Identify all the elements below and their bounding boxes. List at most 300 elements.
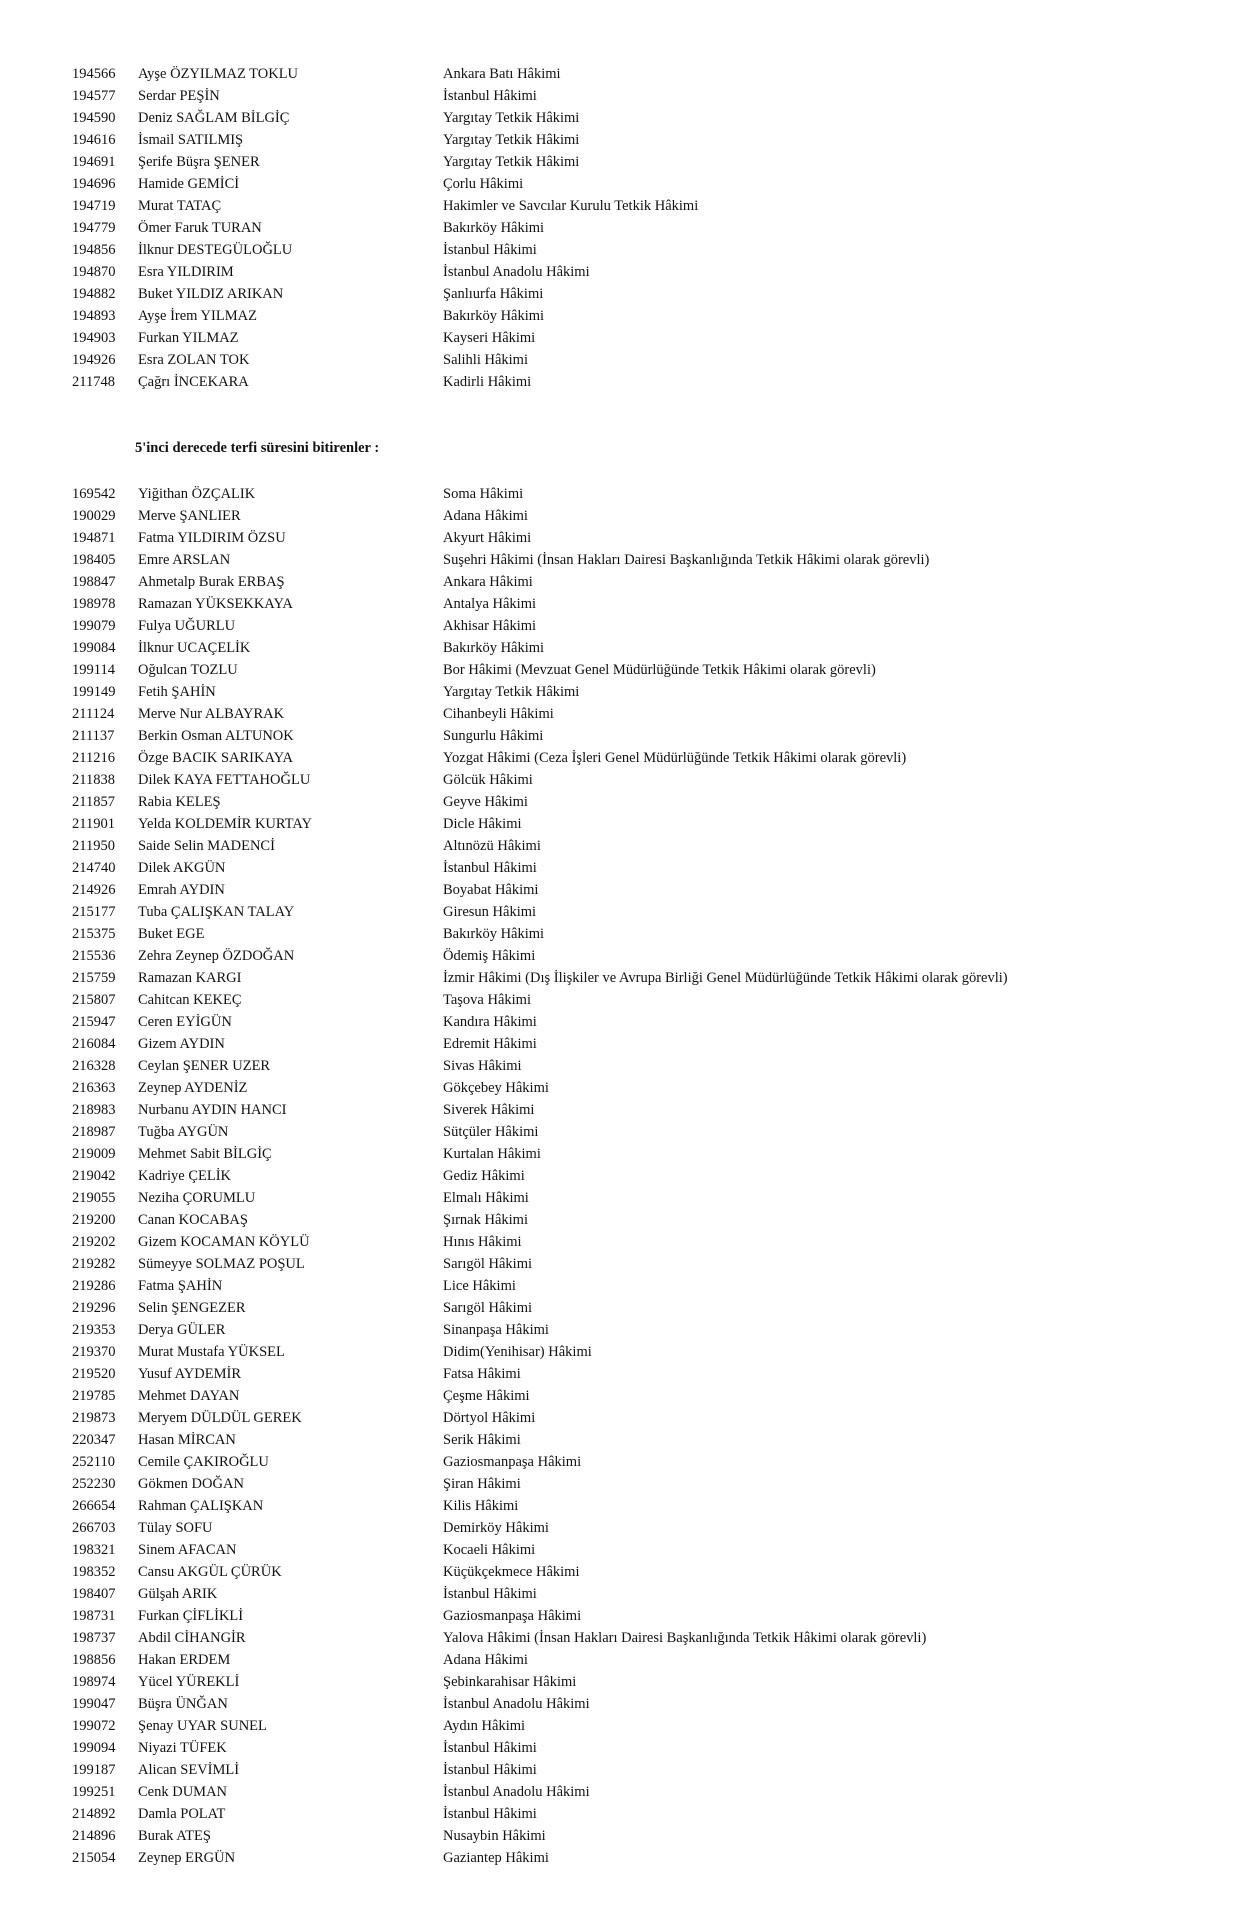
person-name: Fatma YILDIRIM ÖZSU	[138, 530, 286, 546]
person-name: Zehra Zeynep ÖZDOĞAN	[138, 948, 295, 964]
position-title: Dörtyol Hâkimi	[443, 1410, 536, 1426]
person-name: Hakan ERDEM	[138, 1652, 231, 1668]
person-name: Murat Mustafa YÜKSEL	[138, 1344, 285, 1360]
registry-number: 194856	[72, 242, 116, 258]
registry-number: 252110	[72, 1454, 115, 1470]
registry-number: 211950	[72, 838, 115, 854]
registry-number: 198321	[72, 1542, 116, 1558]
person-name: Mehmet Sabit BİLGİÇ	[138, 1146, 272, 1162]
position-title: Yozgat Hâkimi (Ceza İşleri Genel Müdürlüğünde Tetkik Hâkimi olarak görevli)	[443, 750, 907, 766]
list-row	[0, 1693, 1252, 1715]
list-row	[0, 879, 1252, 901]
list-row	[0, 505, 1252, 527]
position-title: Yargıtay Tetkik Hâkimi	[443, 132, 580, 148]
list-row	[0, 1319, 1252, 1341]
list-row	[0, 571, 1252, 593]
person-name: Ceylan ŞENER UZER	[138, 1058, 271, 1074]
list-row	[0, 527, 1252, 549]
position-title: Aydın Hâkimi	[443, 1718, 526, 1734]
registry-number: 199114	[72, 662, 115, 678]
position-title: Sütçüler Hâkimi	[443, 1124, 539, 1140]
person-name: Selin ŞENGEZER	[138, 1300, 246, 1316]
position-title: İzmir Hâkimi (Dış İlişkiler ve Avrupa Birliği Genel Müdürlüğünde Tetkik Hâkimi olarak görevli)	[443, 970, 1008, 986]
list-row	[0, 659, 1252, 681]
position-title: Adana Hâkimi	[443, 508, 528, 524]
position-title: Salihli Hâkimi	[443, 352, 528, 368]
position-title: Kadirli Hâkimi	[443, 374, 532, 390]
registry-number: 215947	[72, 1014, 116, 1030]
person-name: Ömer Faruk TURAN	[138, 220, 262, 236]
registry-number: 198405	[72, 552, 116, 568]
registry-number: 194719	[72, 198, 116, 214]
person-name: Serdar PEŞİN	[138, 88, 220, 104]
registry-number: 219055	[72, 1190, 116, 1206]
person-name: Hamide GEMİCİ	[138, 176, 240, 192]
registry-number: 216084	[72, 1036, 116, 1052]
person-name: Fulya UĞURLU	[138, 618, 236, 634]
person-name: Kadriye ÇELİK	[138, 1168, 232, 1184]
list-row	[0, 1275, 1252, 1297]
list-row	[0, 923, 1252, 945]
person-name: İlknur UCAÇELİK	[138, 640, 251, 656]
list-row	[0, 195, 1252, 217]
person-name: Tuba ÇALIŞKAN TALAY	[138, 904, 295, 920]
registry-number: 219873	[72, 1410, 116, 1426]
person-name: Rabia KELEŞ	[138, 794, 221, 810]
list-row	[0, 261, 1252, 283]
position-title: Nusaybin Hâkimi	[443, 1828, 546, 1844]
person-name: Gizem AYDIN	[138, 1036, 225, 1052]
list-row	[0, 901, 1252, 923]
position-title: Kocaeli Hâkimi	[443, 1542, 536, 1558]
registry-number: 194871	[72, 530, 116, 546]
position-title: Bakırköy Hâkimi	[443, 308, 545, 324]
registry-number: 211124	[72, 706, 115, 722]
person-name: Saide Selin MADENCİ	[138, 838, 275, 854]
position-title: Giresun Hâkimi	[443, 904, 537, 920]
registry-number: 194882	[72, 286, 116, 302]
person-name: Buket YILDIZ ARIKAN	[138, 286, 284, 302]
list-row	[0, 681, 1252, 703]
person-name: Dilek KAYA FETTAHOĞLU	[138, 772, 311, 788]
person-name: Büşra ÜNĞAN	[138, 1696, 228, 1712]
person-name: Çağrı İNCEKARA	[138, 374, 249, 390]
registry-number: 215375	[72, 926, 116, 942]
person-name: Emrah AYDIN	[138, 882, 225, 898]
list-row	[0, 1231, 1252, 1253]
person-name: Emre ARSLAN	[138, 552, 231, 568]
registry-number: 169542	[72, 486, 116, 502]
position-title: Yargıtay Tetkik Hâkimi	[443, 684, 580, 700]
list-row	[0, 1781, 1252, 1803]
position-title: Ankara Batı Hâkimi	[443, 66, 561, 82]
list-row	[0, 1099, 1252, 1121]
position-title: Gaziantep Hâkimi	[443, 1850, 549, 1866]
person-name: Şerife Büşra ŞENER	[138, 154, 260, 170]
person-name: Burak ATEŞ	[138, 1828, 211, 1844]
person-name: Merve Nur ALBAYRAK	[138, 706, 285, 722]
registry-number: 199079	[72, 618, 116, 634]
list-row	[0, 549, 1252, 571]
person-name: Gökmen DOĞAN	[138, 1476, 244, 1492]
registry-number: 214740	[72, 860, 116, 876]
person-name: Fetih ŞAHİN	[138, 684, 216, 700]
list-row	[0, 769, 1252, 791]
list-row	[0, 1363, 1252, 1385]
list-row	[0, 857, 1252, 879]
person-name: Cenk DUMAN	[138, 1784, 228, 1800]
position-title: Şanlıurfa Hâkimi	[443, 286, 544, 302]
person-name: Ramazan YÜKSEKKAYA	[138, 596, 293, 612]
person-name: Esra YILDIRIM	[138, 264, 234, 280]
registry-number: 198847	[72, 574, 116, 590]
person-name: Cemile ÇAKIROĞLU	[138, 1454, 269, 1470]
registry-number: 214896	[72, 1828, 116, 1844]
list-row	[0, 283, 1252, 305]
position-title: Bakırköy Hâkimi	[443, 926, 545, 942]
person-name: Hasan MİRCAN	[138, 1432, 236, 1448]
list-row	[0, 835, 1252, 857]
list-row	[0, 173, 1252, 195]
registry-number: 215807	[72, 992, 116, 1008]
position-title: Fatsa Hâkimi	[443, 1366, 521, 1382]
position-title: Kayseri Hâkimi	[443, 330, 536, 346]
registry-number: 215536	[72, 948, 116, 964]
position-title: Yargıtay Tetkik Hâkimi	[443, 154, 580, 170]
list-row	[0, 1143, 1252, 1165]
position-title: İstanbul Hâkimi	[443, 860, 537, 876]
section-2-list	[0, 483, 1252, 1869]
list-row	[0, 1055, 1252, 1077]
person-name: Zeynep ERGÜN	[138, 1850, 236, 1866]
list-row	[0, 1385, 1252, 1407]
person-name: Tülay SOFU	[138, 1520, 213, 1536]
registry-number: 198731	[72, 1608, 116, 1624]
list-row	[0, 1121, 1252, 1143]
person-name: Dilek AKGÜN	[138, 860, 226, 876]
registry-number: 198407	[72, 1586, 116, 1602]
list-row	[0, 63, 1252, 85]
list-row	[0, 1649, 1252, 1671]
position-title: Şiran Hâkimi	[443, 1476, 521, 1492]
list-row	[0, 615, 1252, 637]
position-title: Geyve Hâkimi	[443, 794, 528, 810]
position-title: Kilis Hâkimi	[443, 1498, 519, 1514]
position-title: İstanbul Hâkimi	[443, 88, 537, 104]
list-row	[0, 967, 1252, 989]
list-row	[0, 725, 1252, 747]
registry-number: 211748	[72, 374, 115, 390]
list-row	[0, 945, 1252, 967]
position-title: Soma Hâkimi	[443, 486, 524, 502]
registry-number: 194577	[72, 88, 116, 104]
position-title: Kurtalan Hâkimi	[443, 1146, 541, 1162]
list-row	[0, 1495, 1252, 1517]
list-row	[0, 1561, 1252, 1583]
position-title: Gaziosmanpaşa Hâkimi	[443, 1608, 582, 1624]
position-title: İstanbul Anadolu Hâkimi	[443, 1784, 590, 1800]
registry-number: 216328	[72, 1058, 116, 1074]
section-heading: 5'inci derecede terfi süresini bitirenler :	[135, 440, 380, 456]
registry-number: 214892	[72, 1806, 116, 1822]
list-row	[0, 1517, 1252, 1539]
registry-number: 199094	[72, 1740, 116, 1756]
position-title: Gediz Hâkimi	[443, 1168, 525, 1184]
registry-number: 219785	[72, 1388, 116, 1404]
registry-number: 190029	[72, 508, 116, 524]
person-name: Ceren EYİGÜN	[138, 1014, 232, 1030]
registry-number: 220347	[72, 1432, 116, 1448]
registry-number: 199084	[72, 640, 116, 656]
position-title: Kandıra Hâkimi	[443, 1014, 537, 1030]
position-title: Ödemiş Hâkimi	[443, 948, 536, 964]
position-title: Şebinkarahisar Hâkimi	[443, 1674, 577, 1690]
registry-number: 199047	[72, 1696, 116, 1712]
registry-number: 194870	[72, 264, 116, 280]
person-name: Neziha ÇORUMLU	[138, 1190, 256, 1206]
position-title: İstanbul Hâkimi	[443, 1762, 537, 1778]
list-row	[0, 1341, 1252, 1363]
list-row	[0, 1473, 1252, 1495]
registry-number: 194926	[72, 352, 116, 368]
person-name: Tuğba AYGÜN	[138, 1124, 229, 1140]
person-name: Damla POLAT	[138, 1806, 226, 1822]
person-name: Meryem DÜLDÜL GEREK	[138, 1410, 302, 1426]
registry-number: 194696	[72, 176, 116, 192]
person-name: Mehmet DAYAN	[138, 1388, 240, 1404]
list-row	[0, 85, 1252, 107]
list-row	[0, 1407, 1252, 1429]
list-row	[0, 371, 1252, 393]
person-name: Oğulcan TOZLU	[138, 662, 238, 678]
position-title: Şırnak Hâkimi	[443, 1212, 528, 1228]
position-title: Akyurt Hâkimi	[443, 530, 532, 546]
person-name: Abdil CİHANGİR	[138, 1630, 246, 1646]
registry-number: 211901	[72, 816, 115, 832]
position-title: Bor Hâkimi (Mevzuat Genel Müdürlüğünde Tetkik Hâkimi olarak görevli)	[443, 662, 876, 678]
list-row	[0, 1627, 1252, 1649]
list-row	[0, 1847, 1252, 1869]
position-title: Adana Hâkimi	[443, 1652, 528, 1668]
registry-number: 219296	[72, 1300, 116, 1316]
position-title: Gökçebey Hâkimi	[443, 1080, 549, 1096]
list-row	[0, 1011, 1252, 1033]
person-name: Gülşah ARIK	[138, 1586, 218, 1602]
registry-number: 199251	[72, 1784, 116, 1800]
registry-number: 198737	[72, 1630, 116, 1646]
position-title: İstanbul Anadolu Hâkimi	[443, 1696, 590, 1712]
registry-number: 194616	[72, 132, 116, 148]
list-row	[0, 1539, 1252, 1561]
list-row	[0, 747, 1252, 769]
position-title: Yargıtay Tetkik Hâkimi	[443, 110, 580, 126]
registry-number: 219042	[72, 1168, 116, 1184]
registry-number: 198856	[72, 1652, 116, 1668]
list-row	[0, 703, 1252, 725]
position-title: Taşova Hâkimi	[443, 992, 531, 1008]
list-row	[0, 151, 1252, 173]
position-title: Lice Hâkimi	[443, 1278, 516, 1294]
registry-number: 215177	[72, 904, 116, 920]
registry-number: 199187	[72, 1762, 116, 1778]
position-title: Didim(Yenihisar) Hâkimi	[443, 1344, 592, 1360]
position-title: Sivas Hâkimi	[443, 1058, 522, 1074]
list-row	[0, 791, 1252, 813]
registry-number: 194566	[72, 66, 116, 82]
person-name: Furkan YILMAZ	[138, 330, 239, 346]
position-title: Küçükçekmece Hâkimi	[443, 1564, 580, 1580]
person-name: Yelda KOLDEMİR KURTAY	[138, 816, 312, 832]
registry-number: 218983	[72, 1102, 116, 1118]
list-row	[0, 1253, 1252, 1275]
person-name: Ahmetalp Burak ERBAŞ	[138, 574, 285, 590]
person-name: Merve ŞANLIER	[138, 508, 241, 524]
list-row	[0, 1759, 1252, 1781]
person-name: Özge BACIK SARIKAYA	[138, 750, 293, 766]
person-name: İlknur DESTEGÜLOĞLU	[138, 242, 293, 258]
registry-number: 219282	[72, 1256, 116, 1272]
registry-number: 211216	[72, 750, 115, 766]
registry-number: 219200	[72, 1212, 116, 1228]
registry-number: 252230	[72, 1476, 116, 1492]
list-row	[0, 1715, 1252, 1737]
list-row	[0, 1671, 1252, 1693]
person-name: Canan KOCABAŞ	[138, 1212, 248, 1228]
person-name: Berkin Osman ALTUNOK	[138, 728, 294, 744]
person-name: Buket EGE	[138, 926, 205, 942]
person-name: Ramazan KARGI	[138, 970, 242, 986]
list-row	[0, 593, 1252, 615]
registry-number: 194903	[72, 330, 116, 346]
list-row	[0, 107, 1252, 129]
registry-number: 194893	[72, 308, 116, 324]
position-title: Sungurlu Hâkimi	[443, 728, 544, 744]
position-title: İstanbul Anadolu Hâkimi	[443, 264, 590, 280]
person-name: Rahman ÇALIŞKAN	[138, 1498, 264, 1514]
position-title: Edremit Hâkimi	[443, 1036, 537, 1052]
position-title: Çorlu Hâkimi	[443, 176, 524, 192]
list-row	[0, 637, 1252, 659]
registry-number: 194779	[72, 220, 116, 236]
person-name: Cahitcan KEKEÇ	[138, 992, 242, 1008]
position-title: Ankara Hâkimi	[443, 574, 533, 590]
list-row	[0, 239, 1252, 261]
person-name: Sinem AFACAN	[138, 1542, 237, 1558]
registry-number: 198978	[72, 596, 116, 612]
registry-number: 214926	[72, 882, 116, 898]
person-name: Alican SEVİMLİ	[138, 1762, 240, 1778]
registry-number: 211137	[72, 728, 115, 744]
registry-number: 266703	[72, 1520, 116, 1536]
person-name: Cansu AKGÜL ÇÜRÜK	[138, 1564, 282, 1580]
list-row	[0, 1583, 1252, 1605]
person-name: Zeynep AYDENİZ	[138, 1080, 248, 1096]
list-row	[0, 349, 1252, 371]
list-row	[0, 1187, 1252, 1209]
registry-number: 216363	[72, 1080, 116, 1096]
registry-number: 218987	[72, 1124, 116, 1140]
list-row	[0, 483, 1252, 505]
list-row	[0, 129, 1252, 151]
list-row	[0, 1737, 1252, 1759]
position-title: Sarıgöl Hâkimi	[443, 1300, 533, 1316]
registry-number: 219353	[72, 1322, 116, 1338]
person-name: Yücel YÜREKLİ	[138, 1674, 240, 1690]
person-name: Deniz SAĞLAM BİLGİÇ	[138, 110, 290, 126]
person-name: Yiğithan ÖZÇALIK	[138, 486, 256, 502]
person-name: Murat TATAÇ	[138, 198, 222, 214]
position-title: Demirköy Hâkimi	[443, 1520, 549, 1536]
registry-number: 211857	[72, 794, 115, 810]
list-row	[0, 1825, 1252, 1847]
person-name: Derya GÜLER	[138, 1322, 226, 1338]
registry-number: 219286	[72, 1278, 116, 1294]
person-name: Ayşe İrem YILMAZ	[138, 308, 257, 324]
person-name: Furkan ÇİFLİKLİ	[138, 1608, 244, 1624]
registry-number: 194691	[72, 154, 116, 170]
position-title: Dicle Hâkimi	[443, 816, 522, 832]
position-title: Siverek Hâkimi	[443, 1102, 535, 1118]
person-name: Ayşe ÖZYILMAZ TOKLU	[138, 66, 299, 82]
position-title: Sarıgöl Hâkimi	[443, 1256, 533, 1272]
person-name: Yusuf AYDEMİR	[138, 1366, 241, 1382]
list-row	[0, 327, 1252, 349]
position-title: Sinanpaşa Hâkimi	[443, 1322, 549, 1338]
registry-number: 219370	[72, 1344, 116, 1360]
registry-number: 194590	[72, 110, 116, 126]
person-name: Esra ZOLAN TOK	[138, 352, 250, 368]
registry-number: 219520	[72, 1366, 116, 1382]
list-row	[0, 1297, 1252, 1319]
person-name: Nurbanu AYDIN HANCI	[138, 1102, 287, 1118]
position-title: Elmalı Hâkimi	[443, 1190, 529, 1206]
registry-number: 215759	[72, 970, 116, 986]
list-row	[0, 1451, 1252, 1473]
registry-number: 199149	[72, 684, 116, 700]
registry-number: 215054	[72, 1850, 116, 1866]
person-name: Fatma ŞAHİN	[138, 1278, 223, 1294]
list-row	[0, 1165, 1252, 1187]
person-name: İsmail SATILMIŞ	[138, 132, 244, 148]
position-title: İstanbul Hâkimi	[443, 1806, 537, 1822]
list-row	[0, 1429, 1252, 1451]
position-title: Hakimler ve Savcılar Kurulu Tetkik Hâkimi	[443, 198, 699, 214]
position-title: Çeşme Hâkimi	[443, 1388, 530, 1404]
registry-number: 211838	[72, 772, 115, 788]
list-row	[0, 813, 1252, 835]
section-1-list	[0, 63, 1252, 393]
person-name: Şenay UYAR SUNEL	[138, 1718, 267, 1734]
registry-number: 219009	[72, 1146, 116, 1162]
registry-number: 198974	[72, 1674, 116, 1690]
position-title: Serik Hâkimi	[443, 1432, 521, 1448]
position-title: Gölcük Hâkimi	[443, 772, 533, 788]
list-row	[0, 1033, 1252, 1055]
position-title: İstanbul Hâkimi	[443, 1740, 537, 1756]
position-title: Boyabat Hâkimi	[443, 882, 539, 898]
position-title: Cihanbeyli Hâkimi	[443, 706, 554, 722]
position-title: İstanbul Hâkimi	[443, 1586, 537, 1602]
person-name: Niyazi TÜFEK	[138, 1740, 227, 1756]
position-title: Bakırköy Hâkimi	[443, 640, 545, 656]
position-title: Yalova Hâkimi (İnsan Hakları Dairesi Başkanlığında Tetkik Hâkimi olarak görevli)	[443, 1630, 927, 1646]
registry-number: 266654	[72, 1498, 116, 1514]
list-row	[0, 1803, 1252, 1825]
list-row	[0, 989, 1252, 1011]
position-title: Akhisar Hâkimi	[443, 618, 537, 634]
position-title: Suşehri Hâkimi (İnsan Hakları Dairesi Başkanlığında Tetkik Hâkimi olarak görevli)	[443, 552, 930, 568]
list-row	[0, 1209, 1252, 1231]
